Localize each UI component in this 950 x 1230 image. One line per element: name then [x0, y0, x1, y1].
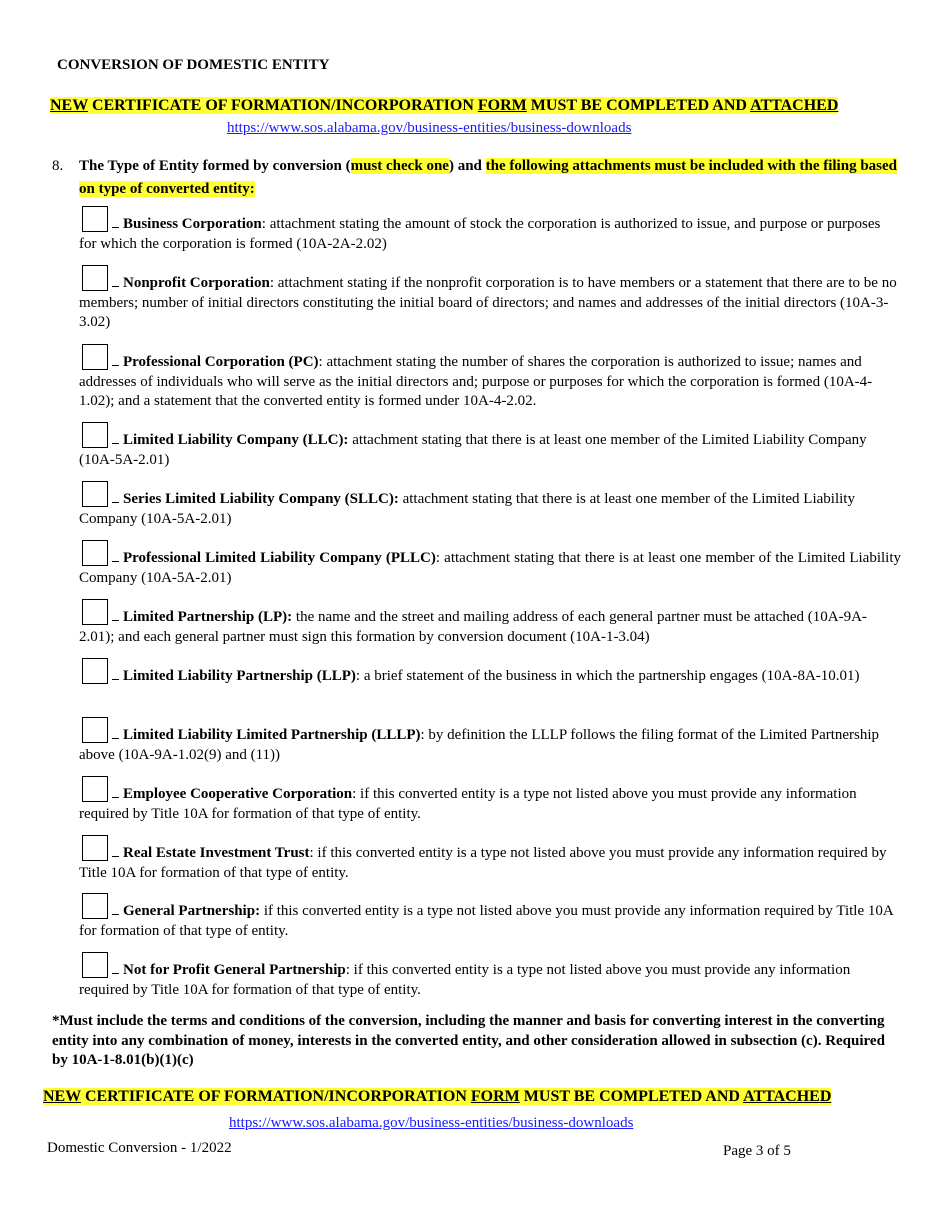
entity-desc: : if this converted entity is a type not listed above you must provide any information required by Title 10A for formation of that type of entity.	[79, 845, 887, 881]
entity-option-nfp-general-partnership	[79, 952, 901, 1000]
entity-name: Limited Liability Company (LLC):	[123, 432, 349, 448]
entity-option-lllp	[79, 717, 901, 765]
entity-option-professional-corporation	[79, 344, 901, 412]
banner-new: NEW	[43, 1088, 81, 1105]
entity-name: Employee Cooperative Corporation	[123, 786, 353, 802]
banner-new: NEW	[50, 97, 88, 114]
page-number: Page 3 of 5	[723, 1143, 791, 1159]
entity-name: Not for Profit General Partnership	[123, 962, 346, 978]
checkbox-llp[interactable]	[82, 658, 108, 684]
checkbox-lp[interactable]	[82, 599, 108, 625]
entity-name: General Partnership:	[123, 903, 261, 919]
checkbox-business-corporation[interactable]	[82, 206, 108, 232]
banner-attached: ATTACHED	[750, 97, 839, 114]
entity-name: Professional Limited Liability Company (PLLC)	[123, 550, 436, 566]
banner-form: FORM	[470, 1088, 520, 1105]
entity-desc: : by definition the LLLP follows the filing format of the Limited Partnership above (10A-9A-1.02(9) and (11))	[79, 727, 880, 763]
question-text-a: The Type of Entity formed by conversion (	[79, 158, 351, 174]
banner-text-2: MUST BE COMPLETED AND	[519, 1088, 744, 1105]
entity-name: Limited Liability Limited Partnership (LLLP)	[123, 727, 421, 743]
entity-option-sllc	[79, 481, 901, 529]
entity-name: Limited Liability Partnership (LLP)	[123, 668, 356, 684]
entity-desc: attachment stating that there is at least one member of the Limited Liability Company (10A-5A-2.01)	[79, 432, 867, 468]
entity-option-general-partnership	[79, 893, 901, 941]
entity-option-reit	[79, 835, 901, 883]
entity-desc: if this converted entity is a type not listed above you must provide any information required by Title 10A for formation of that type of entity.	[79, 903, 893, 939]
entity-option-nonprofit-corporation	[79, 265, 901, 333]
entity-desc: the name and the street and mailing address of each general partner must be attached (10A-9A-2.01); and each general partner must sign this formation by conversion document (10A-1-3.04)	[79, 609, 867, 645]
page-title: CONVERSION OF DOMESTIC ENTITY	[57, 57, 330, 73]
checkbox-sllc[interactable]	[82, 481, 108, 507]
entity-option-business-corporation	[79, 206, 901, 254]
entity-desc: : if this converted entity is a type not listed above you must provide any information required by Title 10A for formation of that type of entity.	[79, 786, 857, 822]
checkbox-employee-cooperative[interactable]	[82, 776, 108, 802]
entity-desc: : attachment stating that there is at least one member of the Limited Liability Company (10A-5A-2.01)	[79, 550, 901, 586]
entity-desc: attachment stating that there is at least one member of the Limited Liability Company (10A-5A-2.01)	[79, 491, 855, 527]
entity-option-employee-cooperative	[79, 776, 901, 824]
checkbox-general-partnership[interactable]	[82, 893, 108, 919]
entity-name: Nonprofit Corporation	[123, 275, 270, 291]
entity-name: Professional Corporation (PC)	[123, 354, 319, 370]
entity-name: Series Limited Liability Company (SLLC):	[123, 491, 399, 507]
entity-option-llp	[79, 658, 901, 687]
checkbox-professional-corporation[interactable]	[82, 344, 108, 370]
banner-form: FORM	[477, 97, 527, 114]
conversion-terms-note: *Must include the terms and conditions of the conversion, including the manner and basis for converting interest in the converting entity into any combination of money, interests in the converted entity, and other consideration allowed in subsection (c). Required by 10A-1-8.01(b)(1)(c)	[52, 1013, 885, 1068]
entity-desc: : attachment stating if the nonprofit corporation is to have members or a statement that there are to be no members; number of initial directors constituting the initial board of directors; and names and addresses of the initial directors (10A-3-3.02)	[79, 275, 897, 330]
question-attachments-note: the following attachments must be included with the filing based on type of converted entity:	[79, 158, 898, 197]
top-download-link[interactable]: https://www.sos.alabama.gov/business-entities/business-downloads	[227, 120, 632, 136]
checkbox-llc[interactable]	[82, 422, 108, 448]
bottom-banner	[43, 1088, 831, 1106]
banner-text-2: MUST BE COMPLETED AND	[526, 97, 751, 114]
form-revision: Domestic Conversion - 1/2022	[47, 1140, 232, 1156]
bottom-download-link[interactable]: https://www.sos.alabama.gov/business-entities/business-downloads	[229, 1115, 634, 1131]
checkbox-nonprofit-corporation[interactable]	[82, 265, 108, 291]
question-text-c: ) and	[448, 158, 486, 174]
entity-desc: : attachment stating the number of shares the corporation is authorized to issue; names and addresses of individuals who will serve as the initial directors and; purpose or purposes for which the corporation is formed (10A-4-1.02); and a statement that the converted entity is formed under 10A-4-2.02.	[79, 354, 873, 409]
banner-text-1: CERTIFICATE OF FORMATION/INCORPORATION	[87, 97, 478, 114]
question-8	[52, 155, 897, 201]
entity-desc: : a brief statement of the business in which the partnership engages (10A-8A-10.01)	[355, 668, 860, 684]
top-banner	[50, 97, 838, 115]
checkbox-nfp-general-partnership[interactable]	[82, 952, 108, 978]
checkbox-pllc[interactable]	[82, 540, 108, 566]
checkbox-reit[interactable]	[82, 835, 108, 861]
entity-option-pllc	[79, 540, 901, 588]
entity-name: Real Estate Investment Trust	[123, 845, 310, 861]
entity-option-lp	[79, 599, 901, 647]
banner-attached: ATTACHED	[743, 1088, 832, 1105]
banner-text-1: CERTIFICATE OF FORMATION/INCORPORATION	[80, 1088, 471, 1105]
entity-desc: : attachment stating the amount of stock the corporation is authorized to issue, and purpose or purposes for which the corporation is formed (10A-2A-2.02)	[79, 216, 881, 252]
question-must-check-one: must check one	[350, 158, 449, 174]
checkbox-lllp[interactable]	[82, 717, 108, 743]
entity-desc: : if this converted entity is a type not listed above you must provide any information required by Title 10A for formation of that type of entity.	[79, 962, 851, 998]
entity-name: Limited Partnership (LP):	[123, 609, 293, 625]
entity-name: Business Corporation	[123, 216, 262, 232]
question-number: 8.	[52, 158, 64, 174]
entity-option-llc	[79, 422, 901, 470]
